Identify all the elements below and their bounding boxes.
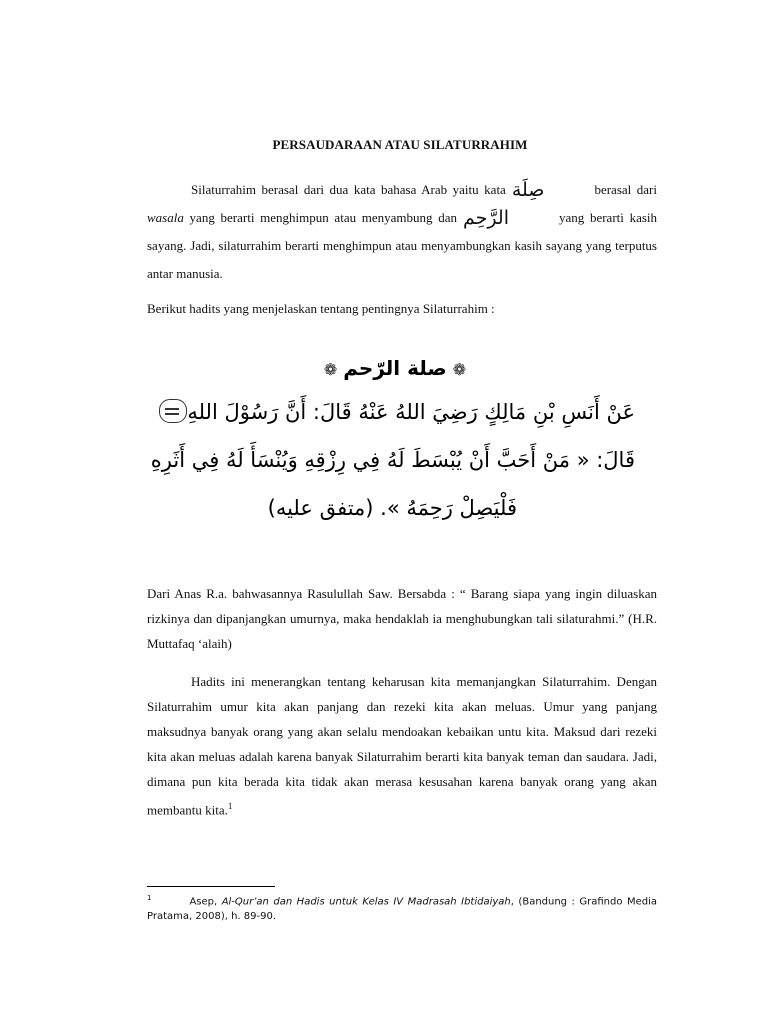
hadith-heading-text: صلة الرّحم	[343, 356, 447, 380]
paragraph-translation: Dari Anas R.a. bahwasannya Rasulullah Saw. Bersabda : “ Barang siapa yang ingin diluaskan rizkinya dan dipanjangkan umurnya, maka hendaklah ia menghubungkan tali silaturahmi.” (H.R. Muttafaq ‘alaih)	[147, 586, 657, 651]
para1-text-4: yang berarti kasih sayang. Jadi, silaturrahim berarti menghimpun atau menyambungkan kasih sayang yang terputus antar manusia.	[147, 210, 658, 281]
page-title: PERSAUDARAAN ATAU SILATURRAHIM	[272, 137, 528, 152]
footnote	[147, 891, 657, 924]
paragraph-hadith-intro: Berikut hadits yang menjelaskan tentang pentingnya Silaturrahim :	[147, 301, 495, 316]
ornament-icon: ❁	[452, 360, 467, 379]
arabic-word-silah: صِلَة	[511, 179, 545, 201]
hadith-arabic-image	[150, 348, 635, 534]
hadith-line-1	[155, 388, 635, 436]
salawat-icon	[159, 399, 187, 423]
footnote-book-title: Al-Qur’an dan Hadis untuk Kelas IV Madrasah Ibtidaiyah	[221, 896, 511, 908]
ornament-icon: ❁	[323, 360, 338, 379]
para1-text-1: Silaturrahim berasal dari dua kata bahasa Arab yaitu kata	[191, 182, 506, 197]
footnote-author: Asep,	[189, 896, 218, 908]
hadith-heading	[155, 348, 635, 388]
footnote-separator	[147, 886, 275, 887]
arabic-word-rahim: الرَّحِم	[463, 207, 509, 229]
footnote-reference: 1	[227, 801, 233, 811]
footnote-mark: 1	[147, 894, 152, 902]
footnote-publication: , (Bandung : Grafindo Media Pratama, 2008), h. 89-90.	[147, 896, 657, 923]
para1-text-2: berasal dari	[594, 182, 657, 197]
para4-text: Hadits ini menerangkan tentang keharusan kita memanjangkan Silaturrahim. Dengan Silaturrahim umur kita akan panjang dan rezeki kita akan meluas. Umur yang panjang maksudnya banyak orang yang akan selalu mendoakan kebaikan untu kita. Maksud dari rezeki kita akan meluas adalah karena banyak Silaturrahim berarti kita banyak teman dan saudara. Jadi, dimana pun kita berada kita tidak akan merasa kesusahan karena banyak orang yang akan membantu kita.	[147, 674, 657, 818]
italic-word-wasala: wasala	[147, 210, 184, 225]
hadith-line-3: فَلْيَصِلْ رَحِمَهُ ». (متفق عليه)	[267, 496, 517, 520]
hadith-line-2: قَالَ: « مَنْ أَحَبَّ أَنْ يُبْسَطَ لَهُ فِي رِزْقِهِ وَيُنْسَأَ لَهُ فِي أَثَرِهِ	[150, 448, 635, 472]
paragraph-explanation	[147, 669, 657, 822]
paragraph-definition	[147, 176, 657, 288]
hadith-line-1-text: عَنْ أَنَسِ بْنِ مَالِكٍ رَضِيَ اللهُ عَنْهُ قَالَ: أَنَّ رَسُوْلَ اللهِ	[187, 400, 635, 424]
para1-text-3: yang berarti menghimpun atau menyambung dan	[189, 210, 458, 225]
